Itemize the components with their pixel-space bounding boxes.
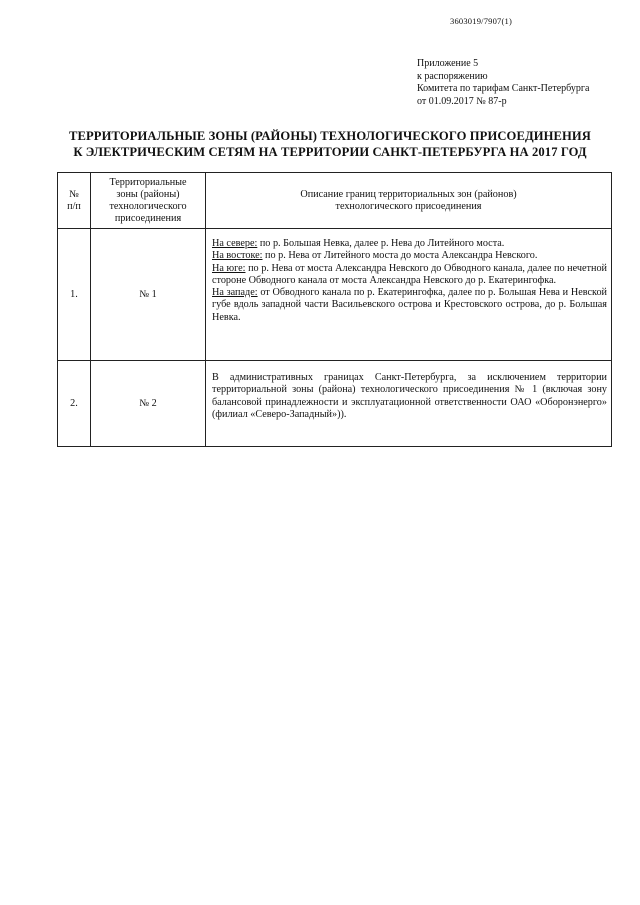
zones-table [57, 172, 612, 447]
appendix-line: Комитета по тарифам Санкт-Петербурга [417, 83, 590, 94]
header-number [58, 173, 91, 229]
appendix-line: Приложение 5 [417, 58, 479, 69]
title-line: К ЭЛЕКТРИЧЕСКИМ СЕТЯМ НА ТЕРРИТОРИИ САНКТ-ПЕТЕРБУРГА НА 2017 ГОД [73, 144, 587, 159]
header-description [206, 173, 612, 229]
appendix-line: от 01.09.2017 № 87-р [417, 95, 507, 107]
document-title [40, 129, 620, 160]
header-line: технологического присоединения [335, 200, 482, 212]
table-row [58, 229, 612, 361]
header-line: п/п [67, 200, 81, 212]
zone-name: № 2 [91, 361, 206, 447]
boundary-south [212, 263, 607, 288]
boundary-label: На севере: [212, 238, 258, 249]
boundary-label: На юге: [212, 262, 246, 274]
row-number: 2. [58, 361, 91, 447]
appendix-block [417, 58, 589, 108]
boundary-label: На западе: [212, 287, 258, 299]
header-zone [91, 173, 206, 229]
header-line: технологического [109, 200, 187, 212]
boundary-west [212, 287, 607, 324]
header-line: № [69, 188, 79, 200]
row-number: 1. [58, 229, 91, 361]
table-row [58, 361, 612, 447]
table-header-row [58, 173, 612, 229]
zone-description [206, 229, 612, 361]
zone-description: В административных границах Санкт-Петербурга, за исключением территории территориальной зоны (района) технологического присоединения № 1 (включая зону балансовой принадлежности и эксплуатационной ответственности ОАО «Оборонэнерго» (филиал «Северо-Западный»)). [206, 361, 612, 447]
boundary-text: от Обводного канала по р. Екатерингофка, далее по р. Большая Нева и Невской губе вдоль западной части Васильевского острова и Крестовского острова, до р. Большая Невка. [212, 287, 607, 323]
boundary-text: по р. Большая Невка, далее р. Нева до Литейного моста. [257, 238, 505, 249]
document-id: 3603019/7907(1) [450, 16, 513, 26]
boundary-east [212, 250, 607, 262]
boundary-text: по р. Нева от Литейного моста до моста Александра Невского. [262, 250, 538, 262]
header-line: Описание границ территориальных зон (районов) [300, 188, 517, 200]
header-line: присоединения [114, 212, 182, 224]
title-line: ТЕРРИТОРИАЛЬНЫЕ ЗОНЫ (РАЙОНЫ) ТЕХНОЛОГИЧЕСКОГО ПРИСОЕДИНЕНИЯ [69, 129, 591, 143]
header-line: зоны (районы) [116, 188, 180, 200]
header-line: Территориальные [109, 176, 187, 188]
zone-name: № 1 [91, 229, 206, 361]
boundary-north [212, 238, 607, 250]
boundary-label: На востоке: [212, 250, 263, 262]
boundary-text: по р. Нева от моста Александра Невского до Обводного канала, далее по нечетной стороне Обводного канала от моста Александра Невского до р. Екатерингофка. [212, 262, 607, 286]
appendix-line: к распоряжению [417, 70, 488, 82]
